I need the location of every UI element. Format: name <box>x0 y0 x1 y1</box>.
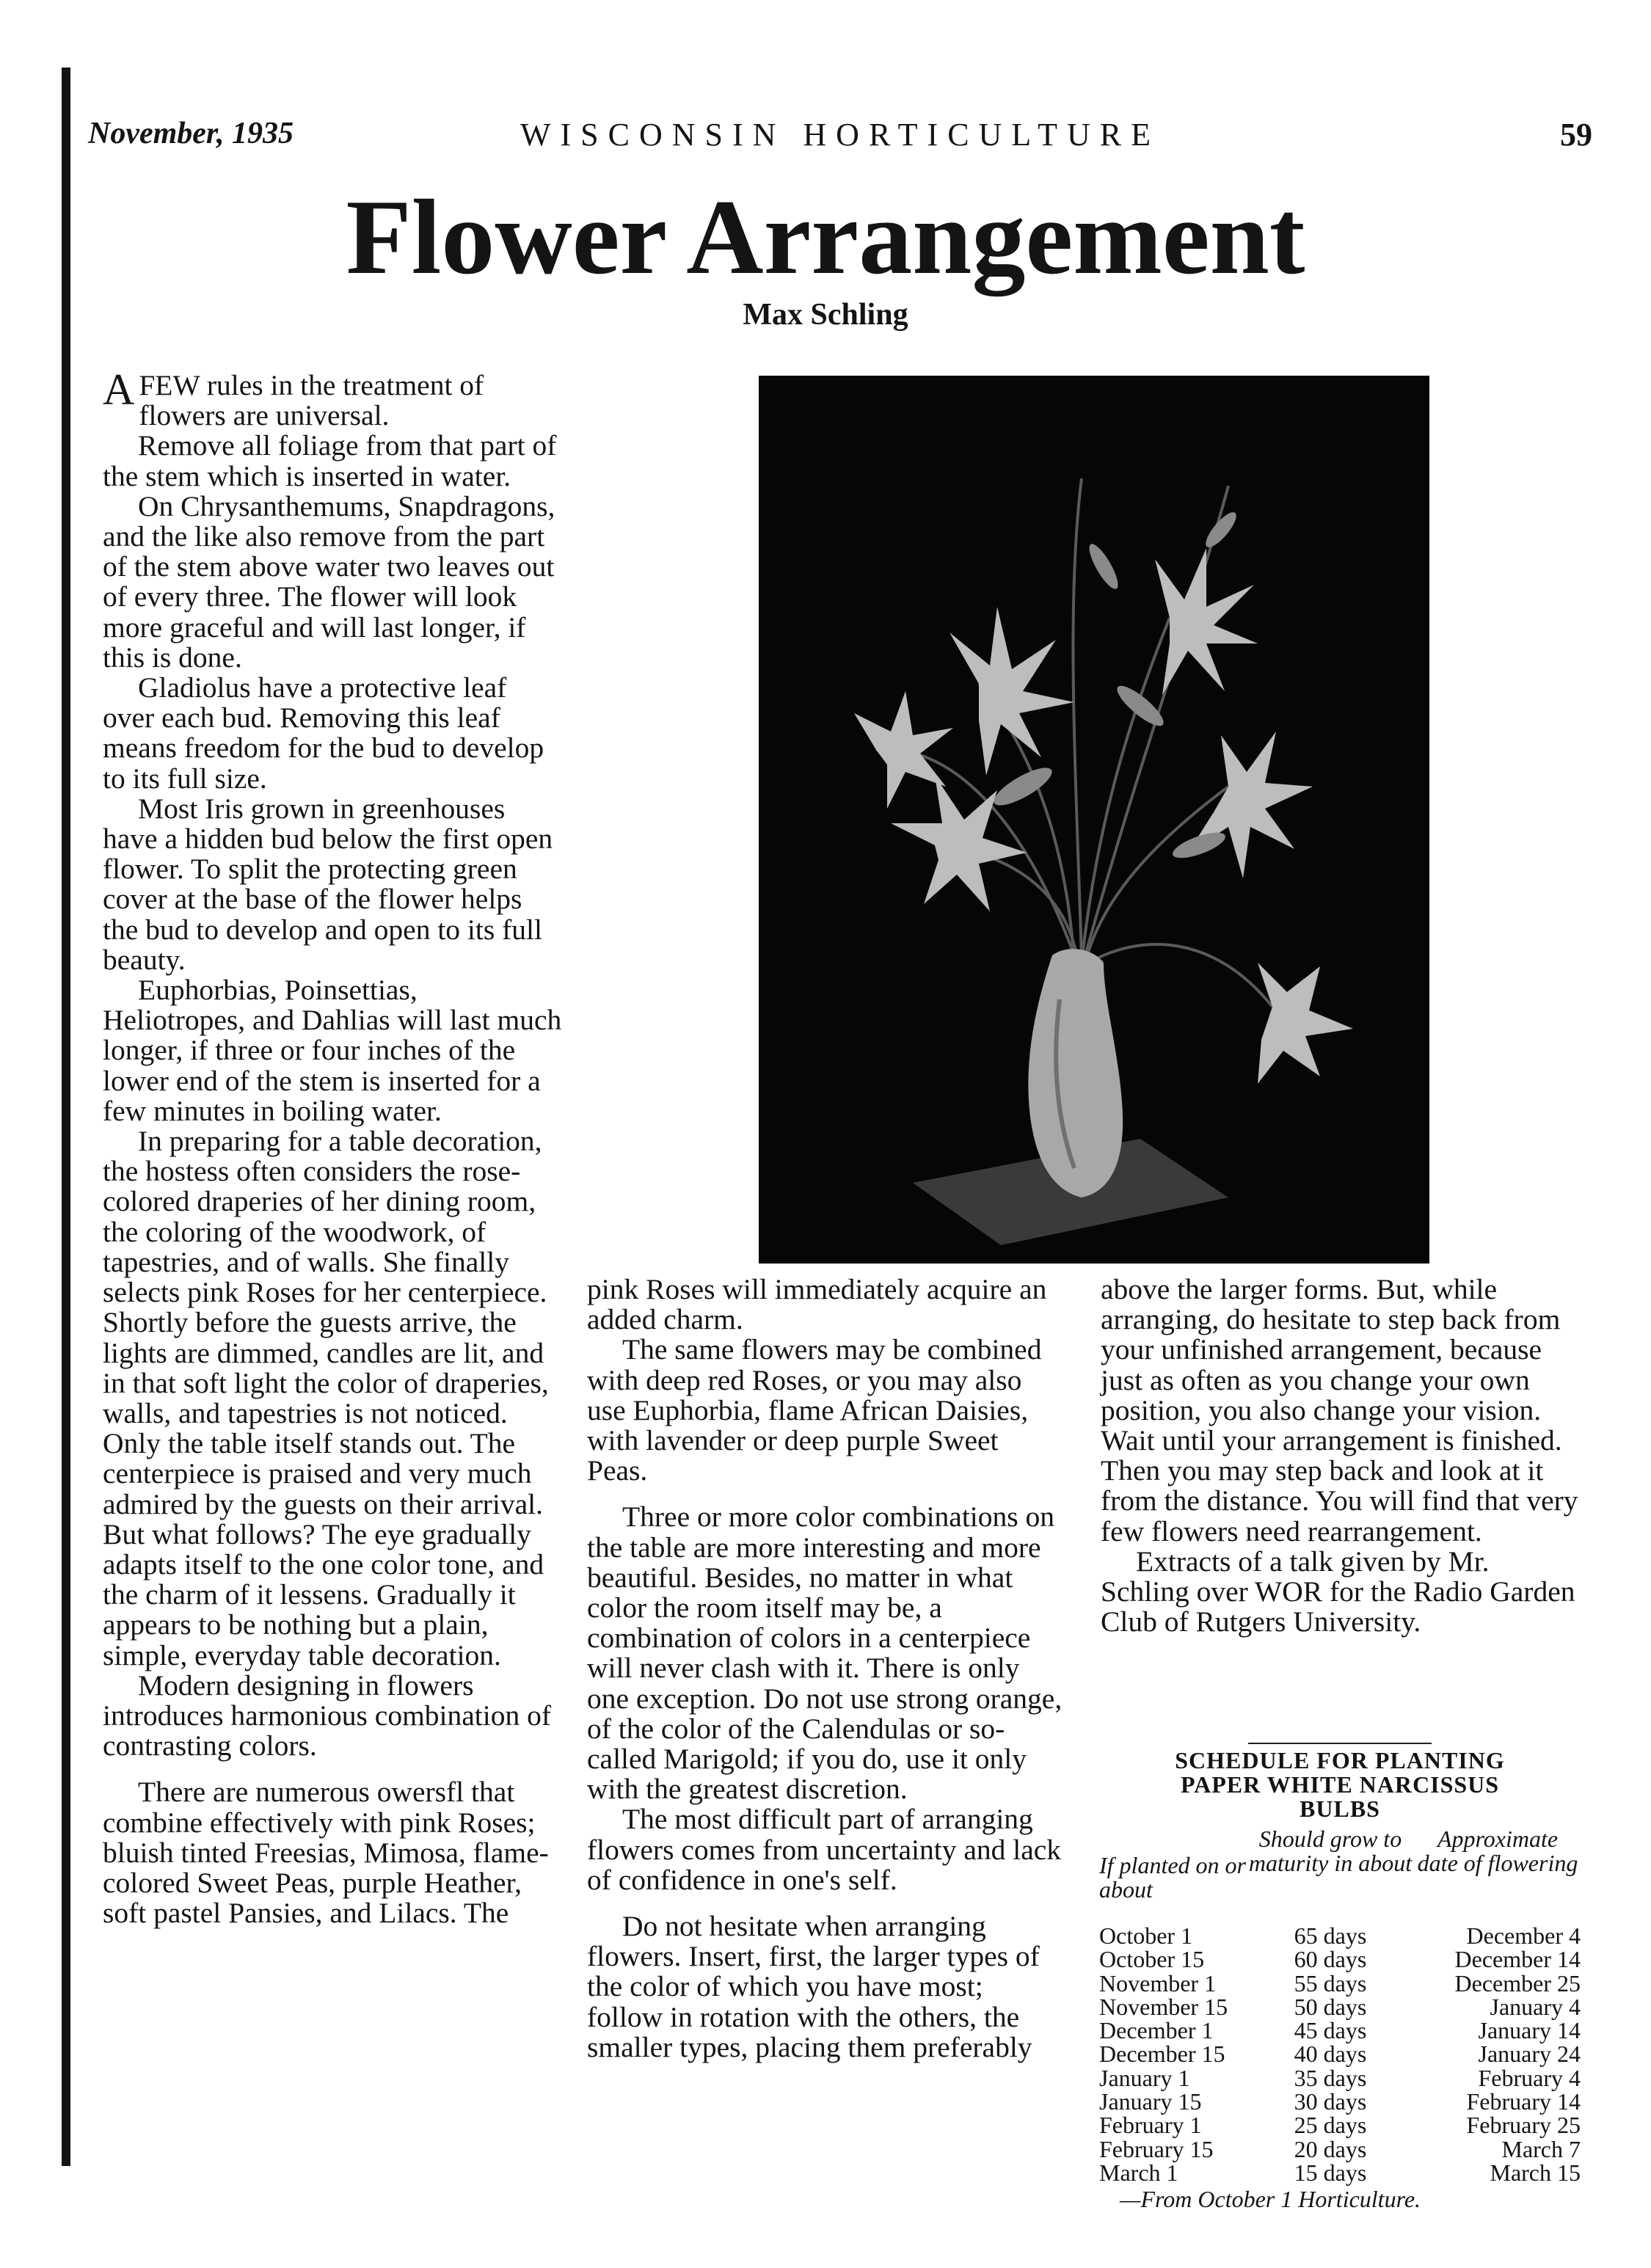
table-row: February 1 25 days February 25 <box>1099 2112 1581 2139</box>
text-column-3 <box>1101 1275 1579 1637</box>
schedule-header <box>1099 1827 1581 1924</box>
table-row: December 15 40 days January 24 <box>1099 2041 1581 2068</box>
binding-edge-rule <box>62 68 70 2166</box>
table-row: October 1 65 days December 4 <box>1099 1922 1581 1949</box>
paragraph: Most Iris grown in greenhouses have a hidden bud below the first open flower. To split the protecting green cover at the base of the flower helps the bud to develop and open to its full beauty. <box>103 792 553 976</box>
table-row: January 1 35 days February 4 <box>1099 2064 1581 2091</box>
table-row: February 15 20 days March 7 <box>1099 2135 1581 2162</box>
flower-arrangement-photo <box>759 376 1429 1264</box>
schedule-title-line: SCHEDULE FOR PLANTING <box>1175 1747 1505 1773</box>
paragraph: The most difficult part of arranging flowers comes from uncertainty and lack of confidence in one's self. <box>587 1803 1062 1896</box>
paragraph: Three or more color combinations on the table are more interesting and more beautiful. Besides, no matter in what color the room itself may be, a combination of colors in a centerpiece will never clash with it. There is only one exception. Do not use strong orange, of the color of the Calendulas or so-called Marigold; if you do, use it only with the greatest discretion. <box>587 1501 1063 1806</box>
header-maturity: Should grow to maturity in about <box>1248 1826 1413 1876</box>
paragraph: Extracts of a talk given by Mr. Schling over WOR for the Radio Garden Club of Rutgers University. <box>1101 1545 1575 1638</box>
drop-cap: A <box>103 365 135 414</box>
table-row: January 15 30 days February 14 <box>1099 2088 1581 2115</box>
paragraph: Modern designing in flowers introduces harmonious combination of contrasting colors. <box>103 1669 552 1762</box>
paragraph: In preparing for a table decoration, the hostess often considers the rose-colored draperies of her dining room, the coloring of the woodwork, of tapestries, and of walls. She finally selects pink Roses for her centerpiece. Shortly before the guests arrive, the lights are dimmed, candles are lit, and in that soft light the color of draperies, walls, and tapestries is not noticed. Only the table itself stands out. The centerpiece is praised and very much admired by the guests on their arrival. But what follows? The eye gradually adapts itself to the one color tone, and the charm of it lessens. Gradually it appears to be nothing but a plain, simple, everyday table decoration. <box>103 1125 549 1671</box>
text-column-2 <box>587 1275 1064 2063</box>
article-title: Flower Arrangement <box>346 178 1305 296</box>
paragraph: On Chrysanthemums, Snapdragons, and the like also remove from the part of the stem above water two leaves out of every three. The flower will look more graceful and will last longer, if this is done. <box>103 489 555 674</box>
page-number: 59 <box>1560 117 1592 153</box>
schedule-title-line: PAPER WHITE NARCISSUS <box>1180 1771 1500 1798</box>
photo-illustration <box>759 376 1429 1264</box>
paragraph: Gladiolus have a protective leaf over each bud. Removing this leaf means freedom for the bud to develop to its full size. <box>103 671 544 795</box>
schedule-source: —From October 1 Horticulture. <box>1120 2186 1421 2213</box>
text-column-1 <box>103 365 564 1930</box>
issue-date: November, 1935 <box>88 117 294 150</box>
divider <box>1248 1743 1432 1744</box>
article-author: Max Schling <box>743 298 908 332</box>
paragraph: Euphorbias, Poinsettias, Heliotropes, and Dahlias will last much longer, if three or four inches of the lower end of the stem is inserted for a few minutes in boiling water. <box>103 974 562 1127</box>
paragraph: There are numerous owersfl that combine effectively with pink Roses; bluish tinted Freesias, Mimosa, flame-colored Sweet Peas, purple Heather, soft pastel Pansies, and Lilacs. The <box>103 1776 549 1930</box>
schedule-title-line: BULBS <box>1300 1795 1380 1822</box>
table-row: November 15 50 days January 4 <box>1099 1993 1581 2020</box>
table-row: March 1 15 days March 15 <box>1099 2159 1581 2186</box>
header-flowering: Approximate date of flowering <box>1417 1826 1578 1876</box>
table-row: December 1 45 days January 14 <box>1099 2017 1581 2044</box>
paragraph: The same flowers may be combined with deep red Roses, or you may also use Euphorbia, flame African Daisies, with lavender or deep purple Sweet Peas. <box>587 1333 1042 1487</box>
paragraph: above the larger forms. But, while arranging, do hesitate to step back from your unfinished arrangement, because just as often as you change your own position, you also change your vision. Wait until your arrangement is finished. Then you may step back and look at it from the distance. You will find that very few flowers need rearrangement. <box>1101 1273 1578 1547</box>
publication-name: WISCONSIN HORTICULTURE <box>520 117 1161 153</box>
paragraph: Remove all foliage from that part of the stem which is inserted in water. <box>103 429 557 492</box>
planting-schedule <box>1099 1743 1581 2213</box>
running-head <box>88 116 1592 160</box>
table-row: October 15 60 days December 14 <box>1099 1946 1581 1973</box>
paragraph: pink Roses will immediately acquire an added charm. <box>587 1273 1047 1336</box>
paragraph: AFEW rules in the treatment of flowers are universal. <box>103 365 484 432</box>
table-row: November 1 55 days December 25 <box>1099 1969 1581 1997</box>
header-planted: If planted on or about <box>1099 1852 1246 1903</box>
paragraph: Do not hesitate when arranging flowers. Insert, first, the larger types of the color of which you have most; follow in rotation with the others, the smaller types, placing them preferably <box>587 1910 1040 2063</box>
